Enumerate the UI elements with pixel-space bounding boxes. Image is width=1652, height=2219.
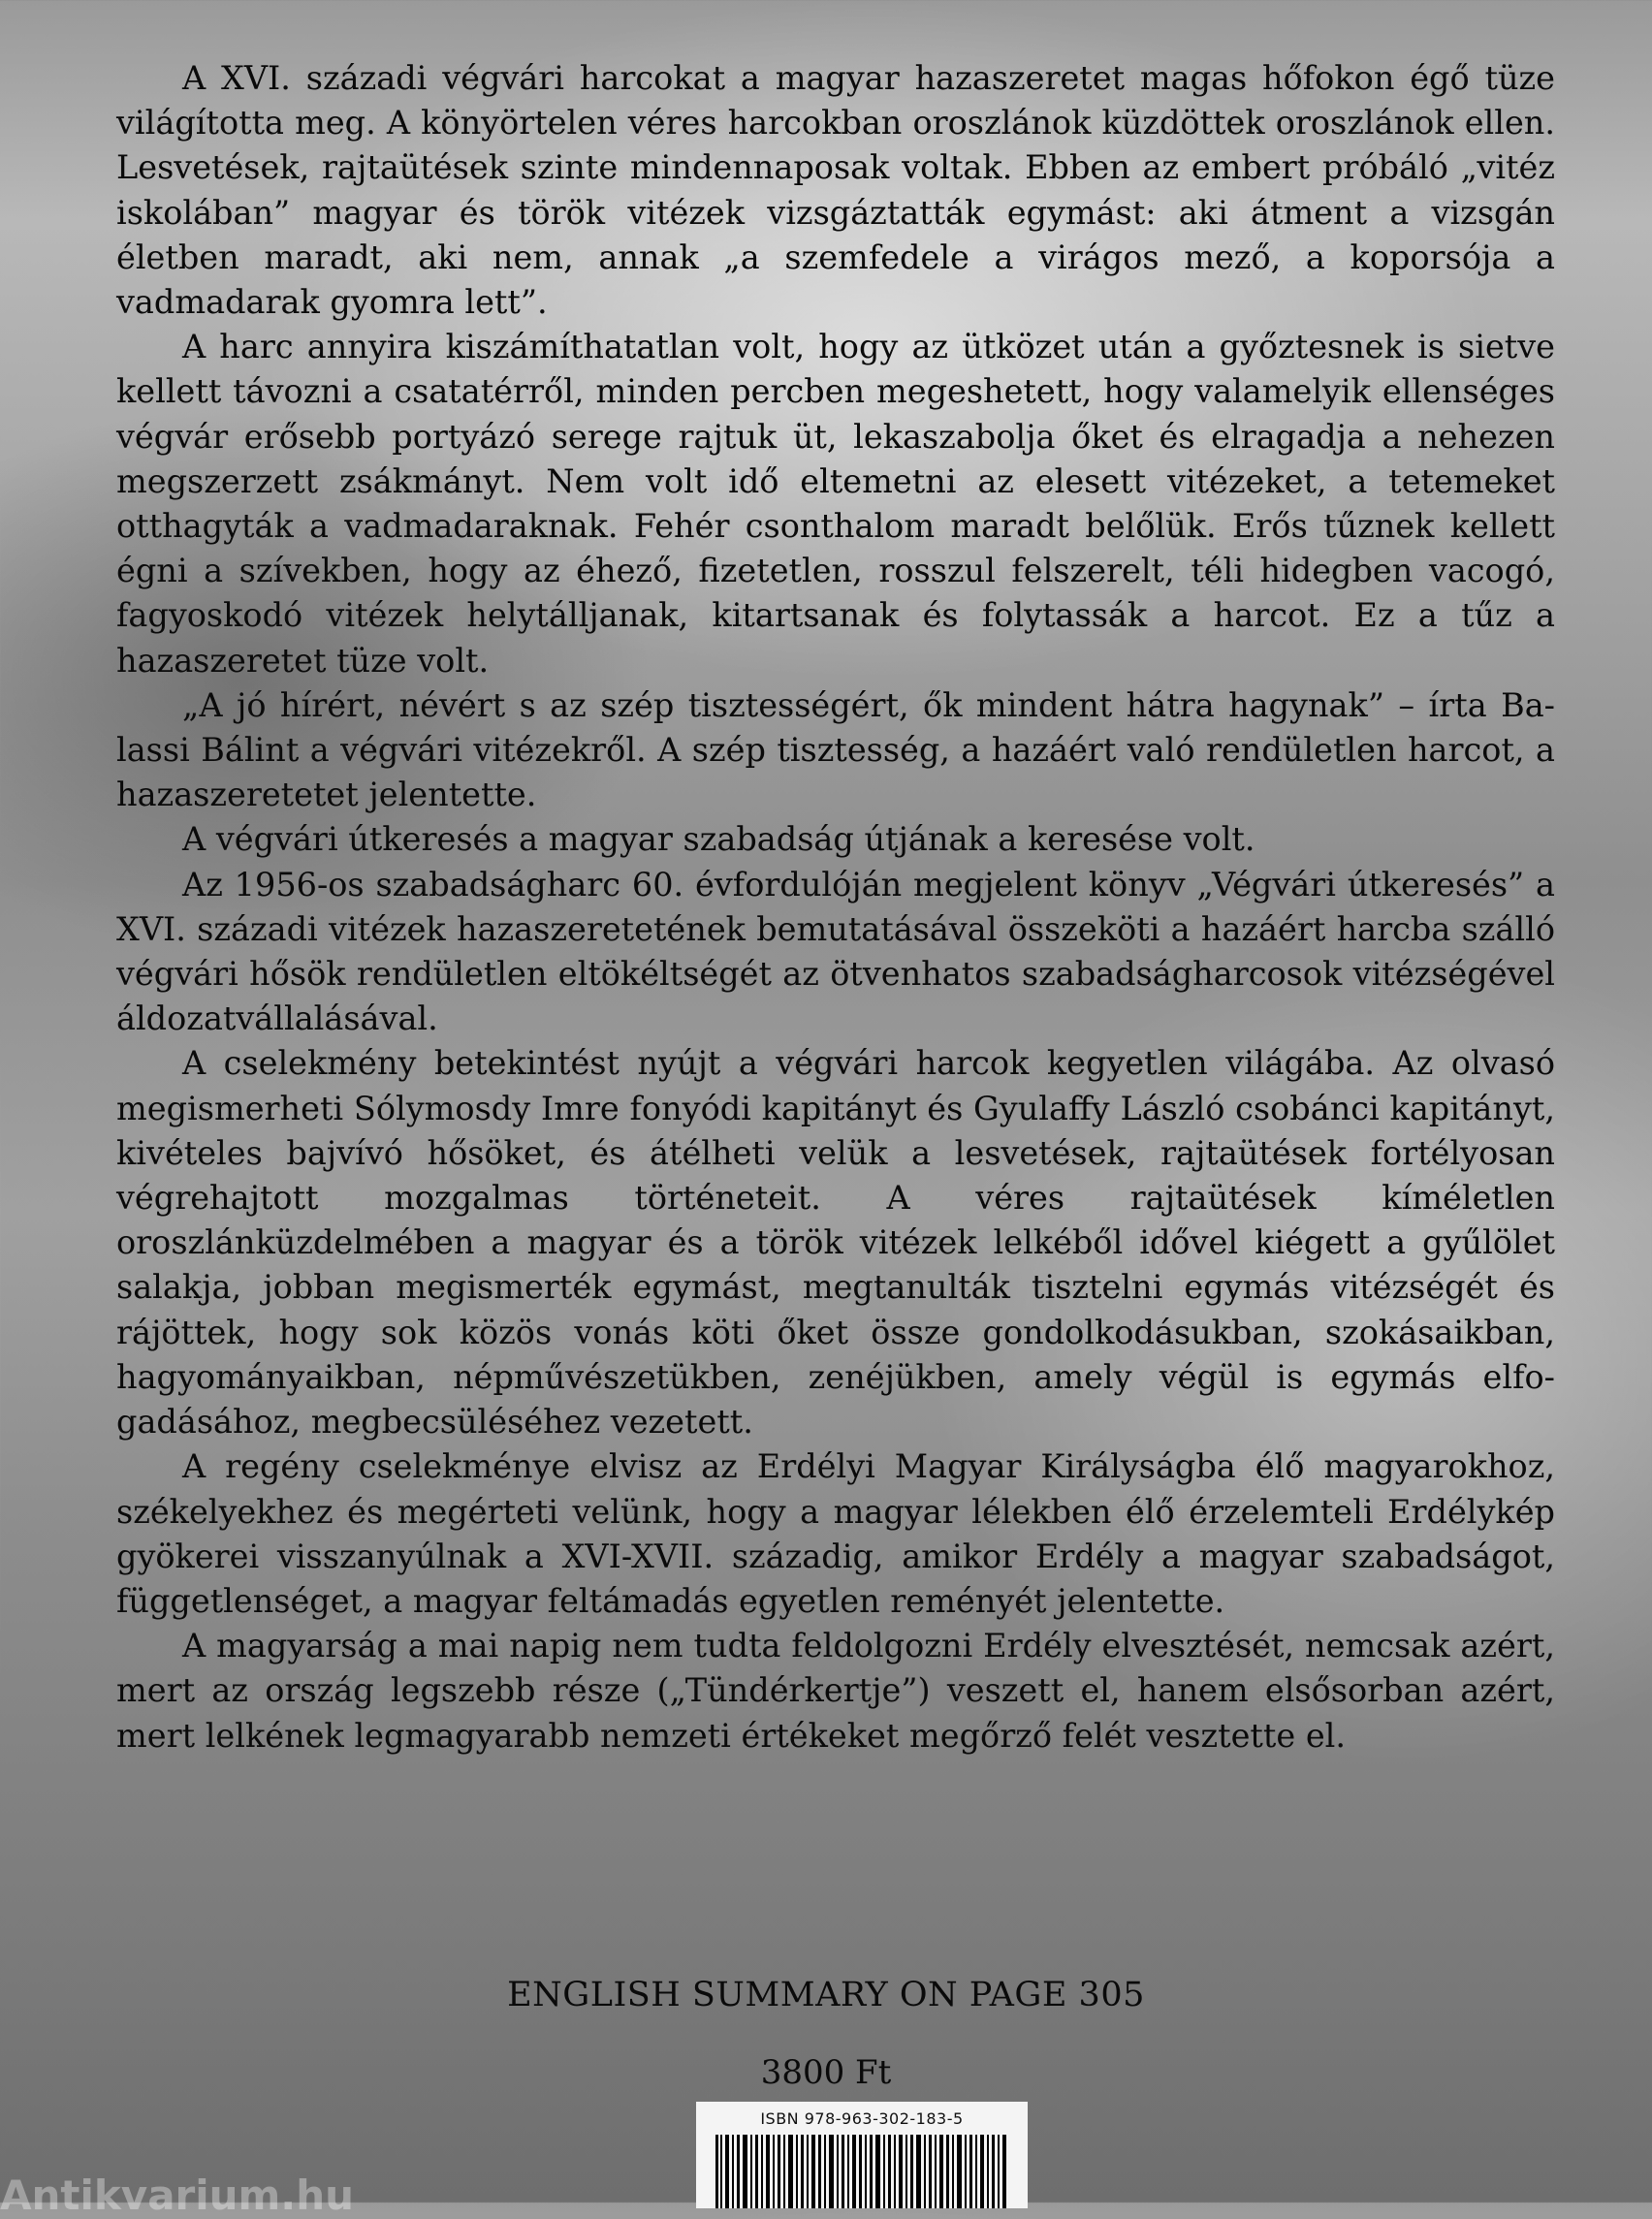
isbn-number: ISBN 978-963-302-183-5 [760, 2109, 964, 2128]
blurb-text [116, 56, 1555, 1759]
price-label: 3800 Ft [760, 2053, 892, 2092]
blurb-paragraph-8: A magyarság a mai napig nem tudta feldolgozni Erdély elvesztését, nemcsak azért, mert az ország legszebb része („Tündérkertje”) veszett el, hanem elsősorban azért, mert lelkének legmagyarabb nemzeti értékeket megőrző felét vesztette el. [116, 1627, 1555, 1755]
english-summary-note: ENGLISH SUMMARY ON PAGE 305 [507, 1976, 1145, 2014]
blurb-paragraph-2: A harc annyira kiszámíthatatlan volt, hogy az ütközet után a győztesnek is sietve kellett távozni a csatatérről, minden percben megeshetett, hogy valamelyik ellenséges végvár erősebb portyázó serege rajtuk üt, lekaszabolja őket és elragadja a nehezen megszerzett zsákmányt. Nem volt idő eltemetni az elesett vitézeket, a tetemeket otthagyták a vadmadaraknak. Fehér csonthalom maradt belőlük. Erős tűznek kellett égni a szívekben, hogy az éhező, fizetetlen, rosszul felszerelt, téli hidegben vacogó, fagyoskodó vitézek helytálljanak, kitartsanak és folytassák a harcot. Ez a tűz a hazaszeretet tüze volt. [116, 328, 1555, 680]
blurb-paragraph-6: A cselekmény betekintést nyújt a végvári harcok kegyetlen világába. Az olvasó megismerheti Sólymosdy Imre fonyódi kapitányt és Gyulaffy László csobánci kapitányt, kivételes bajvívó hősöket, és átélheti velük a lesvetések, rajtaütések fortélyosan végrehajtott mozgalmas történeteit. A véres rajtaütések kíméletlen oroszlánküzdelmében a magyar és a török vitézek lelkéből idővel kiégett a gyűlölet salakja, jobban megismerték egymást, megtanulták tisztelni egymás vitézségét és rájöttek, hogy sok közös vonás köti őket össze gondolkodásukban, szokásaikban, hagyományaikban, népművészetükben, zenéjükben, amely végül is egymás elfogadásához, megbecsüléséhez vezetett. [116, 1044, 1555, 1442]
blurb-paragraph-4: A végvári útkeresés a magyar szabadság útjának a keresése volt. [182, 820, 1255, 859]
watermark: Antikvarium.hu [0, 2171, 355, 2219]
isbn-barcode [696, 2102, 1028, 2208]
blurb-paragraph-3: „A jó hírért, névért s az szép tisztességért, ők mindent hátra hagynak” – írta Balassi Bálint a végvári vitézekről. A szép tisztesség, a hazáért való rendületlen harcot, a hazaszeretetet jelentette. [116, 685, 1555, 814]
blurb-paragraph-5: Az 1956-os szabadságharc 60. évfordulóján megjelent könyv „Végvári útkeresés” a XVI. századi vitézek hazaszeretetének bemutatásával összeköti a hazáért harcba szálló végvári hősök rendületlen eltökéltségét az ötvenhatos szabadságharcosok vitézségével áldozatvállalásával. [116, 865, 1555, 1038]
blurb-paragraph-7: A regény cselekménye elvisz az Erdélyi Magyar Királyságba élő magyarokhoz, székelyekhez és megérteti velünk, hogy a magyar lélekben élő érzelemteli Erdélykép gyökerei visszanyúlnak a XVI-XVII. századig, amikor Erdély a magyar szabadságot, függetlenséget, a magyar feltámadás egyetlen reményét jelentette. [116, 1447, 1555, 1620]
barcode-icon [715, 2135, 1008, 2208]
blurb-paragraph-1: A XVI. századi végvári harcokat a magyar hazaszeretet magas hőfokon égő tüze világította meg. A könyörtelen véres harcokban oroszlánok küzdöttek oroszlánok ellen. Lesvetések, rajtaütések szinte mindennaposak voltak. Ebben az embert próbáló „vitéz iskolában” magyar és török vitézek vizsgáztatták egymást: aki átment a vizsgán életben maradt, aki nem, annak „a szemfedele a virágos mező, a koporsója a vadmadarak gyomra lett”. [116, 59, 1555, 322]
